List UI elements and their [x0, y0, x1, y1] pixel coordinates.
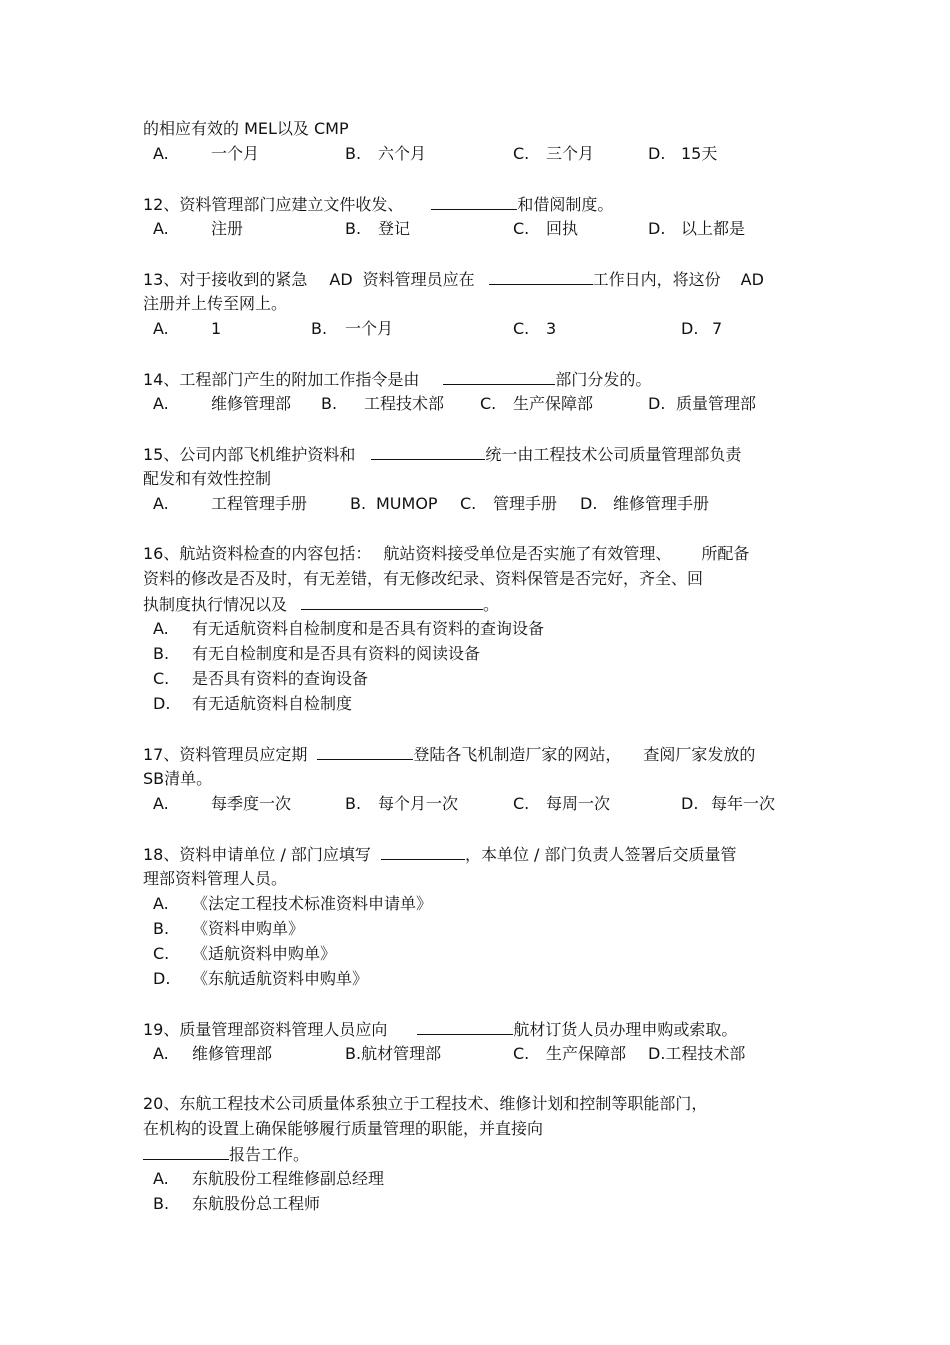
- q16-option-b-text: 有无自检制度和是否具有资料的阅读设备: [192, 644, 481, 663]
- q16-stem-part3: 所配备: [701, 544, 750, 563]
- q17-blank: [317, 742, 413, 760]
- q15-option-d-text: 维修管理手册: [613, 494, 710, 513]
- q14-option-b-letter: B.: [321, 394, 338, 413]
- q19-stem-post: 航材订货人员办理申购或索取。: [513, 1020, 738, 1039]
- q20-blank: [143, 1142, 229, 1160]
- q20-stem-line3-post: 报告工作。: [229, 1145, 310, 1164]
- q17-stem-line1: [143, 742, 755, 766]
- q19-stem: [143, 1017, 737, 1041]
- q14-option-a-text: 维修管理部: [211, 394, 292, 413]
- q15-option-a-text: 工程管理手册: [211, 494, 308, 513]
- q20-stem-line1: 20、东航工程技术公司质量体系独立于工程技术、维修计划和控制等职能部门，: [143, 1094, 708, 1113]
- q16-option-d-letter: D.: [153, 694, 171, 713]
- q19-option-d: D.工程技术部: [648, 1044, 746, 1063]
- q19-stem-pre: 19、质量管理部资料管理人员应向: [143, 1020, 388, 1039]
- q15-option-c-text: 管理手册: [493, 494, 558, 513]
- q13-stem-line2: 注册并上传至网上。: [143, 294, 288, 313]
- q16-option-b-letter: B.: [153, 644, 170, 663]
- q12-option-a-letter: A.: [153, 219, 169, 238]
- q20-option-a-text: 东航股份工程维修副总经理: [192, 1169, 385, 1188]
- q11-option-b-letter: B.: [345, 144, 362, 163]
- q12-option-a-text: 注册: [211, 219, 244, 238]
- q13-option-d-letter: D.: [681, 319, 699, 338]
- q13-option-d-text: 7: [712, 319, 723, 338]
- q13-stem-post: 工作日内，将这份: [592, 270, 721, 289]
- q14-option-c-letter: C.: [480, 394, 497, 413]
- q13-option-b-letter: B.: [311, 319, 328, 338]
- q11-option-d-letter: D.: [648, 144, 666, 163]
- q20-stem-line2: 在机构的设置上确保能够履行质量管理的职能，并直接向: [143, 1119, 544, 1138]
- q16-stem-line3: [143, 592, 499, 616]
- q12-blank: [431, 192, 517, 210]
- q16-option-c-letter: C.: [153, 669, 170, 688]
- q12-option-c-letter: C.: [513, 219, 530, 238]
- q13-stem-mid: 资料管理员应在: [362, 270, 475, 289]
- q11-option-c-letter: C.: [513, 144, 530, 163]
- q13-option-a-letter: A.: [153, 319, 169, 338]
- q13-option-c-text: 3: [546, 319, 557, 338]
- q14-blank: [443, 367, 555, 385]
- q17-stem-pre: 17、资料管理员应定期: [143, 745, 308, 764]
- q16-stem-line2: 资料的修改是否及时，有无差错，有无修改纪录、资料保管是否完好，齐全、回: [143, 569, 704, 588]
- q17-option-a-text: 每季度一次: [211, 794, 292, 813]
- q20-stem-line3: [143, 1142, 309, 1166]
- q18-blank: [381, 842, 465, 860]
- q14-option-c-text: 生产保障部: [513, 394, 594, 413]
- q11-option-c-text: 三个月: [546, 144, 595, 163]
- q12-option-b-text: 登记: [378, 219, 411, 238]
- q18-option-b-letter: B.: [153, 919, 170, 938]
- q13-option-c-letter: C.: [513, 319, 530, 338]
- q20-option-b-text: 东航股份总工程师: [192, 1194, 321, 1213]
- q12-stem: [143, 192, 613, 216]
- q19-option-c-text: 生产保障部: [546, 1044, 627, 1063]
- q11-option-b-text: 六个月: [378, 144, 427, 163]
- q18-option-d-letter: D.: [153, 969, 171, 988]
- q15-stem-post: 统一由工程技术公司质量管理部负责: [485, 445, 742, 464]
- q17-stem-post: 登陆各飞机制造厂家的网站，: [413, 745, 622, 764]
- q16-option-d-text: 有无适航资料自检制度: [192, 694, 353, 713]
- q17-option-b-letter: B.: [345, 794, 362, 813]
- q12-option-b-letter: B.: [345, 219, 362, 238]
- q19-option-c-letter: C.: [513, 1044, 530, 1063]
- q20-option-a-letter: A.: [153, 1169, 169, 1188]
- q18-option-c-letter: C.: [153, 944, 170, 963]
- q15-option-c-letter: C.: [460, 494, 477, 513]
- q16-stem-line3-pre: 执制度执行情况以及: [143, 595, 288, 614]
- q18-option-a-letter: A.: [153, 894, 169, 913]
- q12-option-d-text: 以上都是: [681, 219, 746, 238]
- q17-option-a-letter: A.: [153, 794, 169, 813]
- q19-option-a-letter: A.: [153, 1044, 169, 1063]
- q14-stem-post: 部门分发的。: [555, 370, 652, 389]
- q16-option-a-text: 有无适航资料自检制度和是否具有资料的查询设备: [192, 619, 545, 638]
- q11-option-d-text: 15天: [681, 144, 718, 163]
- q15-option-d-letter: D.: [580, 494, 598, 513]
- q17-option-b-text: 每个月一次: [378, 794, 459, 813]
- q14-stem-pre: 14、工程部门产生的附加工作指令是由: [143, 370, 420, 389]
- q19-option-b: B.航材管理部: [345, 1044, 442, 1063]
- q17-option-c-letter: C.: [513, 794, 530, 813]
- q12-stem-post: 和借阅制度。: [517, 195, 614, 214]
- q15-blank: [371, 442, 485, 460]
- q19-blank: [417, 1017, 513, 1035]
- q18-option-c-text: 《适航资料申购单》: [192, 944, 337, 963]
- q15-stem-line1: [143, 442, 741, 466]
- q18-stem-pre: 18、资料申请单位 / 部门应填写: [143, 845, 371, 864]
- q14-option-b-text: 工程技术部: [364, 394, 445, 413]
- q15-stem-line2: 配发和有效性控制: [143, 469, 272, 488]
- q16-option-a-letter: A.: [153, 619, 169, 638]
- q15-option-b-letter: B.: [350, 494, 367, 513]
- q15-stem-pre: 15、公司内部飞机维护资料和: [143, 445, 356, 464]
- q16-blank: [301, 592, 483, 610]
- q13-ad: AD: [329, 270, 353, 289]
- q17-option-c-text: 每周一次: [546, 794, 611, 813]
- q13-stem-pre: 13、对于接收到的紧急: [143, 270, 308, 289]
- q12-option-d-letter: D.: [648, 219, 666, 238]
- q11-option-a-letter: A.: [153, 144, 169, 163]
- q14-option-d-letter: D.: [648, 394, 666, 413]
- q19-option-a-text: 维修管理部: [192, 1044, 273, 1063]
- q15-option-b-text: MUMOP: [376, 494, 438, 513]
- q17-option-d-text: 每年一次: [711, 794, 776, 813]
- q12-option-c-text: 回执: [546, 219, 579, 238]
- q14-option-d-text: 质量管理部: [676, 394, 757, 413]
- q14-option-a-letter: A.: [153, 394, 169, 413]
- q13-stem-line1: [143, 267, 764, 291]
- q16-stem-line3-post: 。: [483, 595, 500, 614]
- q17-stem-post-2: 查阅厂家发放的: [643, 745, 756, 764]
- q13-blank: [489, 267, 593, 285]
- q11-tail: 的相应有效的 MEL以及 CMP: [143, 119, 349, 138]
- q11-option-a-text: 一个月: [211, 144, 260, 163]
- q18-option-d-text: 《东航适航资料申购单》: [192, 969, 369, 988]
- q18-option-b-text: 《资料申购单》: [192, 919, 305, 938]
- q13-option-b-text: 一个月: [345, 319, 394, 338]
- q16-stem-line1: [143, 542, 749, 566]
- q16-stem-part2: 航站资料接受单位是否实施了有效管理、: [383, 544, 672, 563]
- q13-option-a-text: 1: [211, 319, 222, 338]
- q14-stem: [143, 367, 651, 391]
- q16-stem-part1: 16、航站资料检查的内容包括：: [143, 544, 372, 563]
- q18-stem-line1: [143, 842, 737, 866]
- q12-stem-pre: 12、资料管理部门应建立文件收发、: [143, 195, 404, 214]
- q18-stem-line2: 理部资料管理人员。: [143, 869, 288, 888]
- q17-option-d-letter: D.: [681, 794, 699, 813]
- q16-option-c-text: 是否具有资料的查询设备: [192, 669, 369, 688]
- q17-stem-line2: SB清单。: [143, 769, 213, 788]
- q18-stem-post: ，本单位 / 部门负责人签署后交质量管: [464, 845, 737, 864]
- q18-option-a-text: 《法定工程技术标准资料申请单》: [192, 894, 433, 913]
- q13-ad-2: AD: [740, 270, 764, 289]
- q20-option-b-letter: B.: [153, 1194, 170, 1213]
- q15-option-a-letter: A.: [153, 494, 169, 513]
